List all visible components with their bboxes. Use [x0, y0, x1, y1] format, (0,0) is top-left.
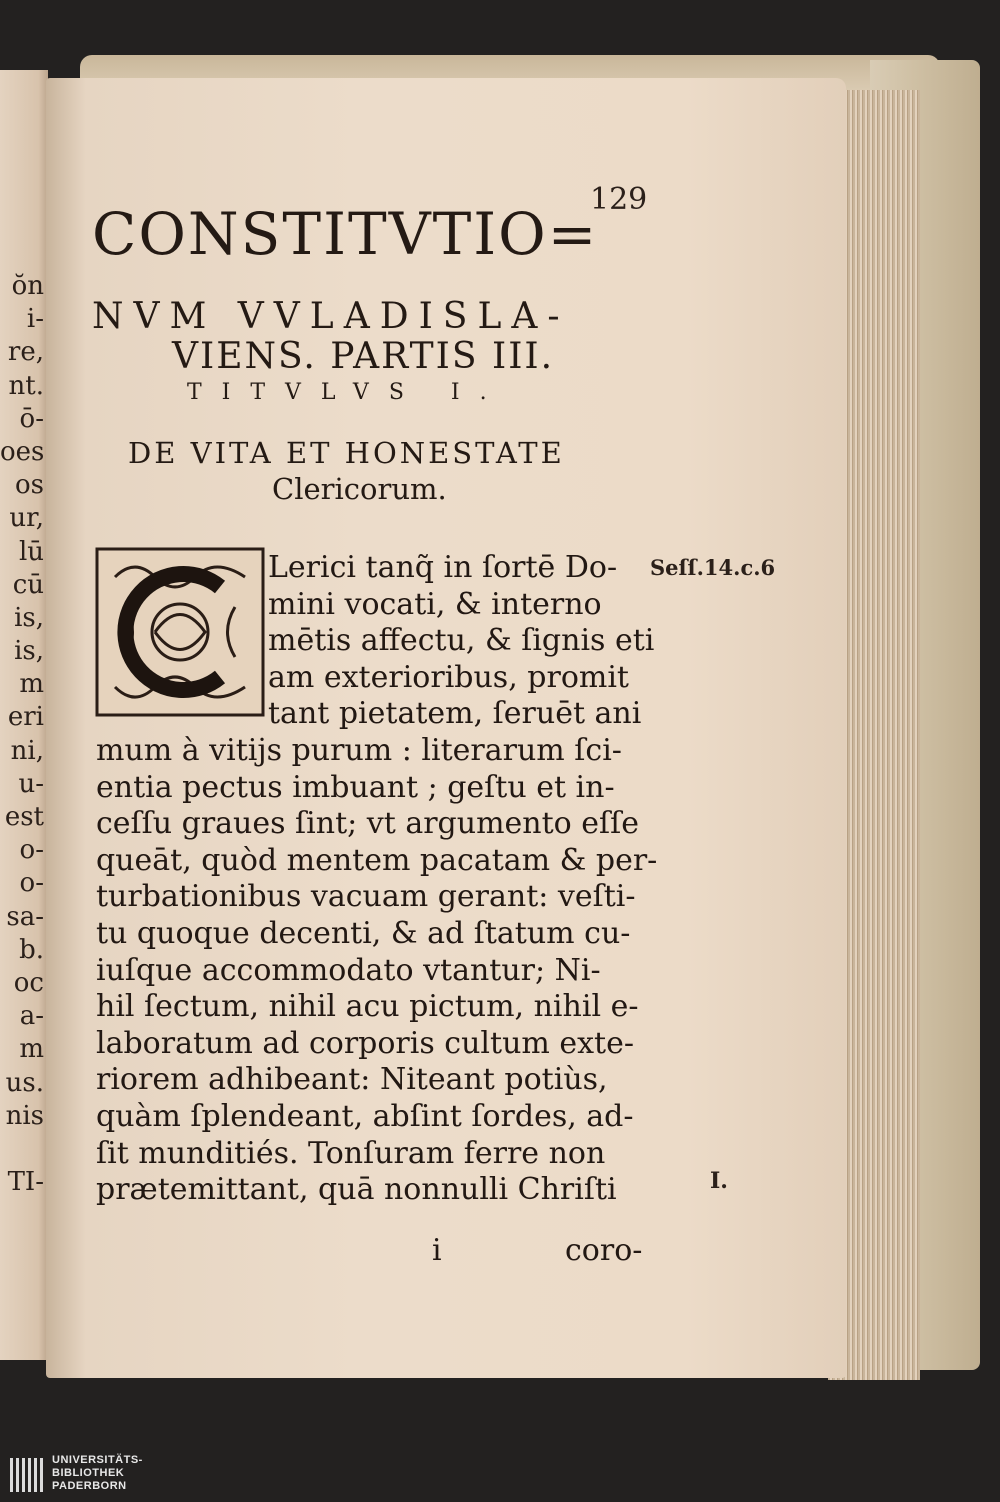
- title-line-3: VIENS. PARTIS III.: [172, 336, 555, 377]
- left-page-fragment: ni,: [10, 735, 44, 766]
- body-line: Lerici tanq̃ in ſortē Do-: [268, 550, 618, 585]
- body-line: queāt, quòd mentem pacatam & per-: [96, 842, 658, 878]
- left-page-text: [0, 270, 44, 1199]
- left-page-fragment: o-: [19, 835, 44, 866]
- left-page-fragment: nt.: [8, 370, 44, 401]
- margin-note-session: Seſſ.14.c.6: [650, 555, 776, 580]
- left-page-fragment: re,: [7, 337, 44, 368]
- margin-note-number: I.: [710, 1168, 728, 1194]
- left-page-fragment: nis: [5, 1100, 44, 1131]
- body-line: tu quoque decenti, & ad ſtatum cu-: [96, 915, 631, 951]
- heading-line-2: Clericorum.: [272, 472, 447, 506]
- body-line: am exterioribus, promit: [268, 659, 629, 695]
- catchword: coro-: [565, 1233, 643, 1268]
- left-page-fragment: i-: [26, 304, 44, 335]
- left-page-fragment: sa-: [6, 901, 44, 932]
- library-logo-icon: [8, 1454, 44, 1496]
- body-line: riorem adhibeant: Niteant potiùs,: [96, 1062, 608, 1098]
- left-page-fragment: cū: [12, 569, 44, 600]
- left-page-fragment: o-: [19, 868, 44, 899]
- body-line: mini vocati, & interno: [268, 586, 602, 622]
- left-page-fragment: b.: [19, 934, 44, 965]
- body-line: ſit munditiés. Tonſuram ferre non: [96, 1135, 606, 1171]
- body-line: hil ſectum, nihil acu pictum, nihil e-: [96, 989, 639, 1025]
- left-page-fragment: est: [4, 802, 44, 832]
- left-page-fragment: oes: [0, 436, 44, 467]
- body-line: turbationibus vacuam gerant: veſti-: [96, 879, 636, 915]
- left-page-fragment: TI-: [7, 1167, 44, 1198]
- left-page-fragment: lū: [18, 536, 44, 567]
- body-line: mētis affectu, & ſignis eti: [268, 623, 655, 659]
- left-page-fragment: os: [15, 470, 44, 501]
- left-page-fragment: m: [19, 1034, 44, 1065]
- left-page-fragment: us.: [5, 1067, 44, 1098]
- body-line: iuſque accommodato vtantur; Ni-: [96, 952, 601, 988]
- body-line: mum à vitijs purum : literarum ſci-: [96, 732, 622, 768]
- left-page-fragment: is,: [14, 602, 44, 633]
- left-page-fragment: ŏn: [11, 271, 44, 301]
- library-logo: [0, 1448, 220, 1502]
- body-line: laboratum ad corporis cultum exte-: [96, 1025, 634, 1061]
- library-logo-text: UNIVERSITÄTS- BIBLIOTHEK PADERBORN: [52, 1454, 143, 1492]
- body-line: prætemittant, quā nonnulli Chriſti: [96, 1172, 617, 1208]
- title-line-1: CONSTITVTIO=: [92, 200, 599, 268]
- left-page-fragment: eri: [7, 702, 44, 733]
- heading-line-1: DE VITA ET HONESTATE: [128, 436, 565, 470]
- body-line: tant pietatem, ſeruēt ani: [268, 696, 642, 732]
- left-page-fragment: ō-: [19, 403, 44, 434]
- left-page-fragment: a-: [19, 1001, 44, 1032]
- signature-mark: i: [432, 1233, 442, 1268]
- title-line-2: NVM VVLADISLA-: [92, 296, 570, 337]
- title-line-4: TITVLVS I.: [187, 380, 507, 405]
- body-line: ceſſu graues ſint; vt argumento eſſe: [96, 806, 639, 842]
- left-page-fragment: m: [19, 669, 44, 700]
- left-page-fragment: u-: [18, 768, 44, 799]
- left-page: [0, 70, 48, 1360]
- page-number: 129: [590, 182, 648, 217]
- left-page-fragment: ur,: [9, 503, 44, 534]
- left-page-fragment: [0, 1133, 44, 1166]
- body-text: [96, 550, 656, 1209]
- body-line: entia pectus imbuant ; geſtu et in-: [96, 769, 615, 805]
- left-page-fragment: is,: [14, 636, 44, 667]
- left-page-fragment: oc: [13, 967, 44, 998]
- body-line: quàm ſplendeant, abſint ſordes, ad-: [96, 1098, 634, 1134]
